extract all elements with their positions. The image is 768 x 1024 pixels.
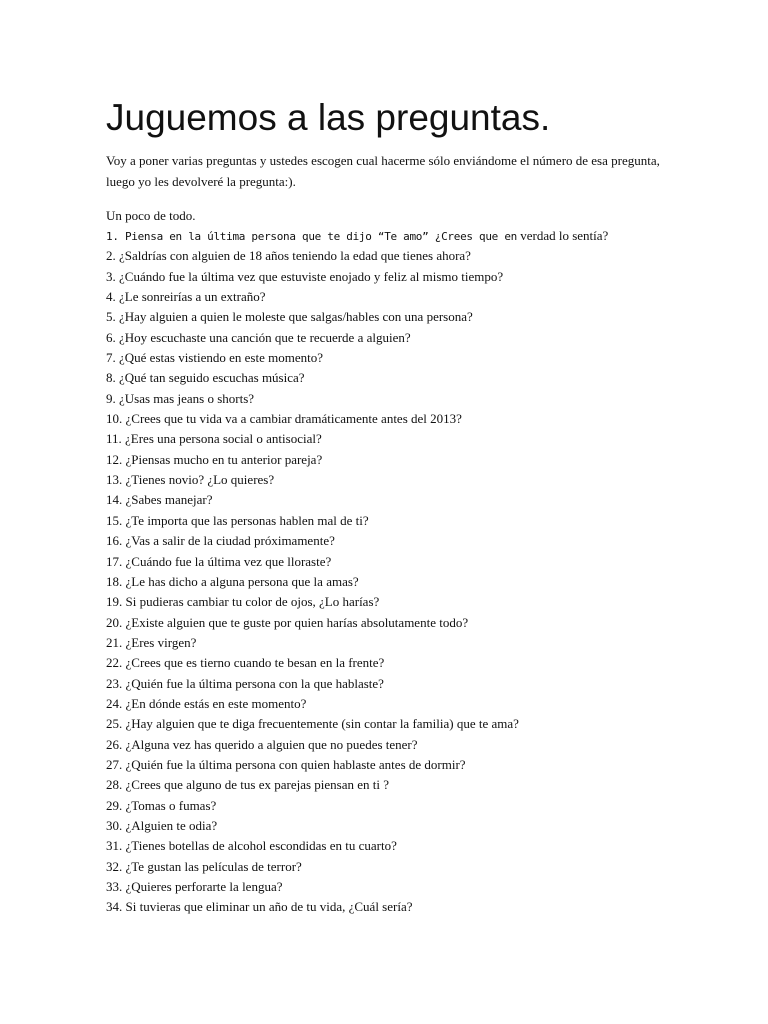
question-text-serif: verdad lo sentía? <box>516 228 609 243</box>
question-item: 28. ¿Crees que alguno de tus ex parejas piensan en ti ? <box>106 777 390 793</box>
question-item: 22. ¿Crees que es tierno cuando te besan en la frente? <box>106 655 385 671</box>
question-item: 20. ¿Existe alguien que te guste por quien harías absolutamente todo? <box>106 614 469 630</box>
question-item: 10. ¿Crees que tu vida va a cambiar dramáticamente antes del 2013? <box>106 411 462 427</box>
question-item: 5. ¿Hay alguien a quien le moleste que salgas/hables con una persona? <box>106 309 473 325</box>
question-item: 2. ¿Saldrías con alguien de 18 años teniendo la edad que tienes ahora? <box>106 248 471 264</box>
question-item: 14. ¿Sabes manejar? <box>106 492 213 508</box>
question-list <box>106 226 608 918</box>
question-item: 9. ¿Usas mas jeans o shorts? <box>106 390 255 406</box>
question-item: 30. ¿Alguien te odia? <box>106 817 218 833</box>
question-item: 16. ¿Vas a salir de la ciudad próximamente? <box>106 533 335 549</box>
question-item <box>106 226 608 246</box>
question-item: 11. ¿Eres una persona social o antisocial? <box>106 431 322 447</box>
question-item: 23. ¿Quién fue la última persona con la que hablaste? <box>106 675 384 691</box>
question-item: 25. ¿Hay alguien que te diga frecuentemente (sin contar la familia) que te ama? <box>106 716 519 732</box>
question-item: 27. ¿Quién fue la última persona con quien hablaste antes de dormir? <box>106 756 466 772</box>
question-item: 21. ¿Eres virgen? <box>106 634 197 650</box>
section-subheading: Un poco de todo. <box>106 208 196 223</box>
question-item: 17. ¿Cuándo fue la última vez que lloraste? <box>106 553 332 569</box>
question-item: 29. ¿Tomas o fumas? <box>106 797 217 813</box>
question-text-monospace: 1. Piensa en la última persona que te dijo “Te amo” ¿Crees que en <box>106 230 517 243</box>
page-title: Juguemos a las preguntas. <box>106 97 551 138</box>
question-item: 7. ¿Qué estas vistiendo en este momento? <box>106 350 323 366</box>
question-item: 8. ¿Qué tan seguido escuchas música? <box>106 370 305 386</box>
question-item: 15. ¿Te importa que las personas hablen mal de ti? <box>106 512 369 528</box>
question-item: 12. ¿Piensas mucho en tu anterior pareja? <box>106 451 323 467</box>
question-item: 3. ¿Cuándo fue la última vez que estuviste enojado y feliz al mismo tiempo? <box>106 268 504 284</box>
question-item: 24. ¿En dónde estás en este momento? <box>106 695 307 711</box>
question-item: 19. Si pudieras cambiar tu color de ojos, ¿Lo harías? <box>106 594 380 610</box>
question-item: 33. ¿Quieres perforarte la lengua? <box>106 879 283 894</box>
question-item: 26. ¿Alguna vez has querido a alguien que no puedes tener? <box>106 736 418 752</box>
question-item: 13. ¿Tienes novio? ¿Lo quieres? <box>106 472 275 488</box>
question-item: 6. ¿Hoy escuchaste una canción que te recuerde a alguien? <box>106 329 411 345</box>
question-item: 34. Si tuvieras que eliminar un año de tu vida, ¿Cuál sería? <box>106 899 413 915</box>
intro-paragraph: Voy a poner varias preguntas y ustedes escogen cual hacerme sólo enviándome el número de esa pregunta, luego yo les devolveré la pregunta:). <box>106 153 660 189</box>
question-item: 18. ¿Le has dicho a alguna persona que la amas? <box>106 573 359 589</box>
question-item: 32. ¿Te gustan las películas de terror? <box>106 858 302 874</box>
question-item: 4. ¿Le sonreirías a un extraño? <box>106 289 266 305</box>
question-item: 31. ¿Tienes botellas de alcohol escondidas en tu cuarto? <box>106 838 397 854</box>
